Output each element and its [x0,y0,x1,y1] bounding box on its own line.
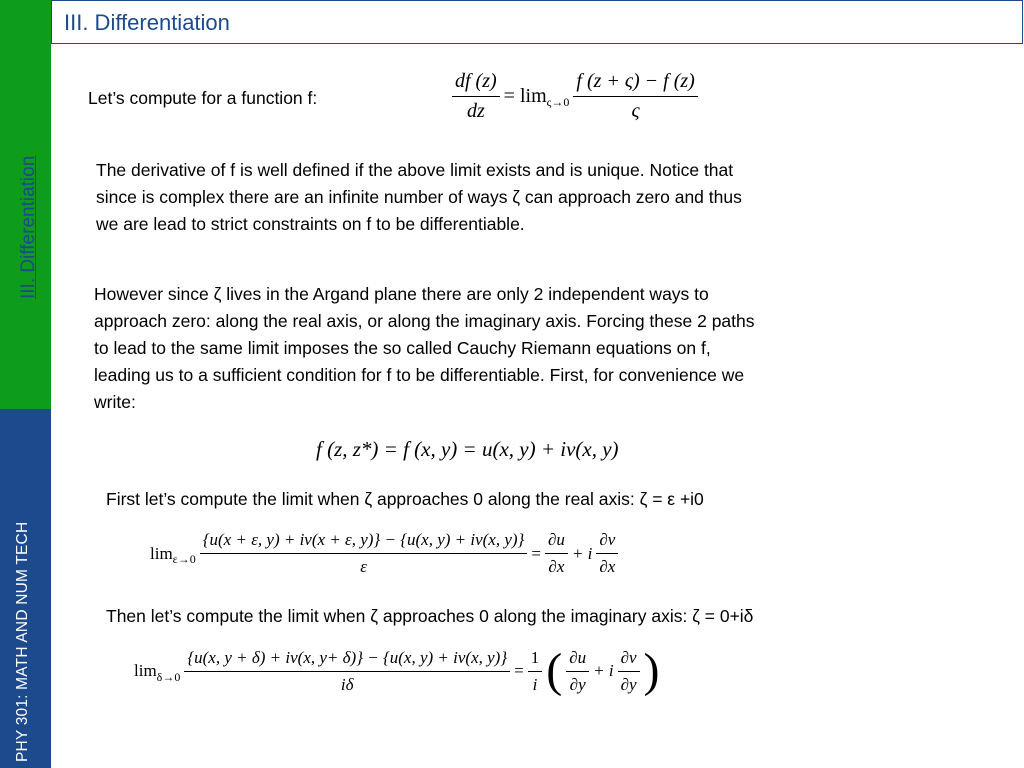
partial-numerator: ∂u [545,530,568,554]
paragraph-derivative: The derivative of f is well defined if the above limit exists and is unique. Notice that since is complex there are an infinite number of ways ζ can approach zero and thus we are lead to strict constraints on f to be differentiable. [96,160,742,234]
real-axis-limit-equation [150,530,622,577]
real-axis-text: First let’s compute the limit when ζ approaches 0 along the real axis: ζ = ε +i0 [106,489,704,509]
equals-lim: = lim [503,85,547,107]
difference-numerator: {u(x, y + δ) + iv(x, y+ δ)} − {u(x, y) + iv(x, y)} [184,648,510,672]
lim-subscript: ς→0 [546,95,570,109]
difference-numerator: {u(x + ε, y) + iv(x + ε, y)} − {u(x, y) + iv(x, y)} [200,530,528,554]
partial-numerator: ∂u [566,648,589,672]
imaginary-axis-limit-equation [134,644,660,697]
function-definition-equation: f (z, z*) = f (x, y) = u(x, y) + iv(x, y) [316,437,619,461]
partial-numerator: ∂v [596,530,618,554]
imaginary-axis-text: Then let’s compute the limit when ζ approaches 0 along the imaginary axis: ζ = 0+iδ [106,606,754,626]
lim-subscript: δ→0 [156,669,181,684]
equals-sign: = [531,543,541,563]
partial-denominator: ∂x [548,557,565,576]
difference-denominator: ε [360,557,367,576]
partial-denominator: ∂y [569,674,586,694]
rhs-fraction [573,70,697,123]
rhs-denominator: ς [631,100,640,122]
intro-text: Let’s compute for a function f: [88,88,318,108]
partial-v-y [618,648,640,695]
difference-denominator: iδ [340,674,354,694]
partial-u-y [566,648,589,695]
sidebar-section-title: III. Differentiation [18,155,39,299]
difference-quotient [184,648,510,695]
plus-i: + i [593,661,614,680]
paragraph-argand: However since ζ lives in the Argand plane there are only 2 independent ways to approach zero: along the real axis, or along the imaginary axis. Forcing these 2 paths to lead to the same limit imposes the so called Cauchy Riemann equations on f, leading us to a sufficient condition for f to be differentiable. First, for convenience we write: [94,284,755,412]
lim-label: lim [134,661,157,680]
fraction-numerator: 1 [528,648,543,672]
slide-title: III. Differentiation [64,10,230,35]
plus-i: + i [571,543,593,563]
difference-quotient [200,530,528,577]
rhs-numerator: f (z + ς) − f (z) [573,70,697,97]
fraction-denominator: i [532,674,538,694]
one-over-i [528,648,543,695]
lhs-numerator: df (z) [452,70,500,97]
derivative-equation [448,70,702,123]
left-parenthesis: ( [546,644,563,697]
lhs-denominator: dz [466,100,485,122]
lim-subscript: ε→0 [172,552,196,566]
partial-denominator: ∂x [599,557,616,576]
sidebar-course-label: PHY 301: MATH AND NUM TECH [14,521,31,762]
slide-title-box [51,0,1023,44]
partial-denominator: ∂y [620,674,637,694]
equals-sign: = [514,661,524,680]
lhs-fraction [452,70,500,123]
partial-u-x [545,530,568,577]
partial-numerator: ∂v [618,648,640,672]
lim-label: lim [150,543,173,563]
partial-v-x [596,530,618,577]
right-parenthesis: ) [643,644,660,697]
